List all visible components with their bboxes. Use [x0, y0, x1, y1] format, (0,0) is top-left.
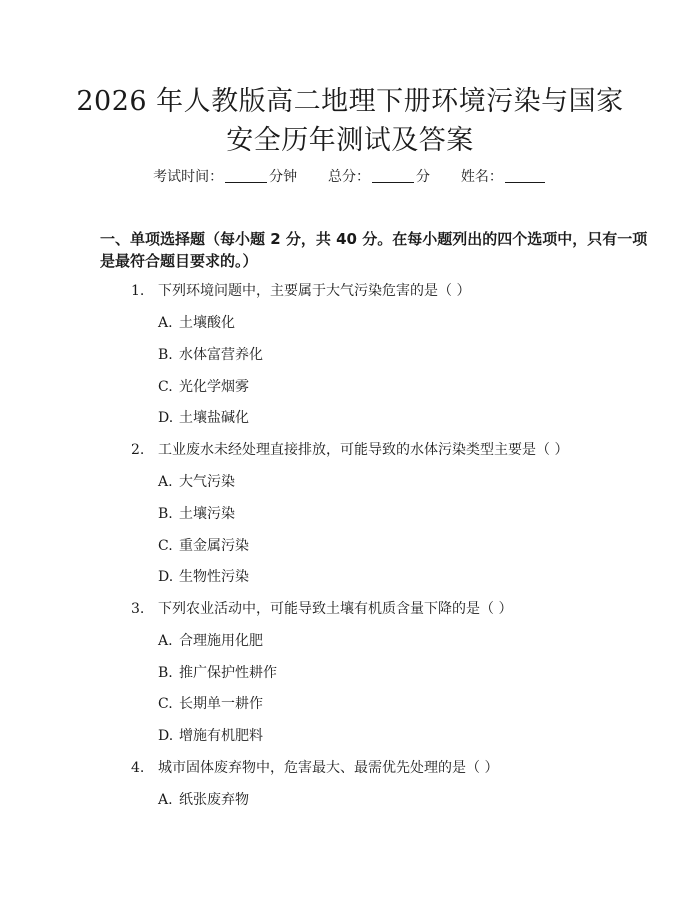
question-1-option-d	[158, 408, 558, 428]
option-letter: A.	[158, 474, 173, 490]
exam-info-line	[0, 167, 700, 187]
total-score-blank	[372, 168, 414, 183]
question-1-option-c	[158, 377, 558, 397]
question-3-option-c	[158, 694, 558, 714]
total-score-unit: 分	[416, 169, 430, 185]
question-1-option-b	[158, 345, 558, 365]
option-letter: C.	[158, 379, 173, 395]
total-score-label: 总分：	[328, 169, 370, 185]
option-letter: A.	[158, 633, 173, 649]
option-text: 增施有机肥料	[179, 728, 263, 744]
question-text: 城市固体废弃物中，危害最大、最需优先处理的是（ ）	[158, 760, 499, 776]
option-text: 生物性污染	[179, 569, 249, 585]
option-letter: C.	[158, 696, 173, 712]
option-letter: A.	[158, 792, 173, 808]
option-text: 土壤盐碱化	[179, 410, 249, 426]
question-2-option-c	[158, 536, 558, 556]
option-text: 水体富营养化	[179, 347, 263, 363]
option-text: 重金属污染	[179, 538, 249, 554]
exam-time-label: 考试时间：	[153, 169, 224, 185]
exam-title-line-1: 2026 年人教版高二地理下册环境污染与国家	[76, 86, 624, 117]
question-text: 下列环境问题中，主要属于大气污染危害的是（ ）	[158, 283, 471, 299]
question-3-option-a	[158, 631, 558, 651]
option-text: 土壤酸化	[179, 315, 235, 331]
option-letter: D.	[158, 410, 174, 426]
question-2-option-d	[158, 567, 558, 587]
question-3-option-b	[158, 663, 558, 683]
option-text: 长期单一耕作	[179, 696, 263, 712]
question-number: 3.	[131, 601, 145, 617]
question-2-option-a	[158, 472, 558, 492]
option-text: 大气污染	[179, 474, 235, 490]
option-text: 推广保护性耕作	[179, 665, 277, 681]
option-letter: B.	[158, 347, 173, 363]
exam-title-line-2: 安全历年测试及答案	[226, 125, 474, 156]
question-3	[131, 599, 611, 619]
question-1	[131, 281, 611, 301]
option-letter: A.	[158, 315, 173, 331]
question-4	[131, 758, 611, 778]
question-text: 下列农业活动中，可能导致土壤有机质含量下降的是（ ）	[158, 601, 513, 617]
option-text: 土壤污染	[179, 506, 235, 522]
question-3-option-d	[158, 726, 558, 746]
section-heading-line-2: 是最符合题目要求的。）	[100, 252, 258, 270]
question-text: 工业废水未经处理直接排放，可能导致的水体污染类型主要是（ ）	[158, 442, 569, 458]
option-letter: B.	[158, 665, 173, 681]
option-text: 合理施用化肥	[179, 633, 263, 649]
option-text: 纸张废弃物	[179, 792, 249, 808]
question-1-option-a	[158, 313, 558, 333]
option-letter: C.	[158, 538, 173, 554]
question-number: 1.	[131, 283, 145, 299]
section-heading	[100, 228, 648, 272]
option-letter: B.	[158, 506, 173, 522]
student-name-blank	[505, 168, 545, 183]
option-letter: D.	[158, 728, 174, 744]
option-text: 光化学烟雾	[179, 379, 249, 395]
exam-time-blank	[225, 168, 267, 183]
question-4-option-a	[158, 790, 558, 810]
student-name-label: 姓名：	[460, 169, 503, 185]
section-heading-line-1: 一、单项选择题（每小题 2 分，共 40 分。在每小题列出的四个选项中，只有一项	[100, 230, 648, 248]
question-2-option-b	[158, 504, 558, 524]
question-number: 4.	[131, 760, 145, 776]
question-number: 2.	[131, 442, 145, 458]
question-2	[131, 440, 611, 460]
exam-time-unit: 分钟	[269, 169, 298, 185]
option-letter: D.	[158, 569, 174, 585]
